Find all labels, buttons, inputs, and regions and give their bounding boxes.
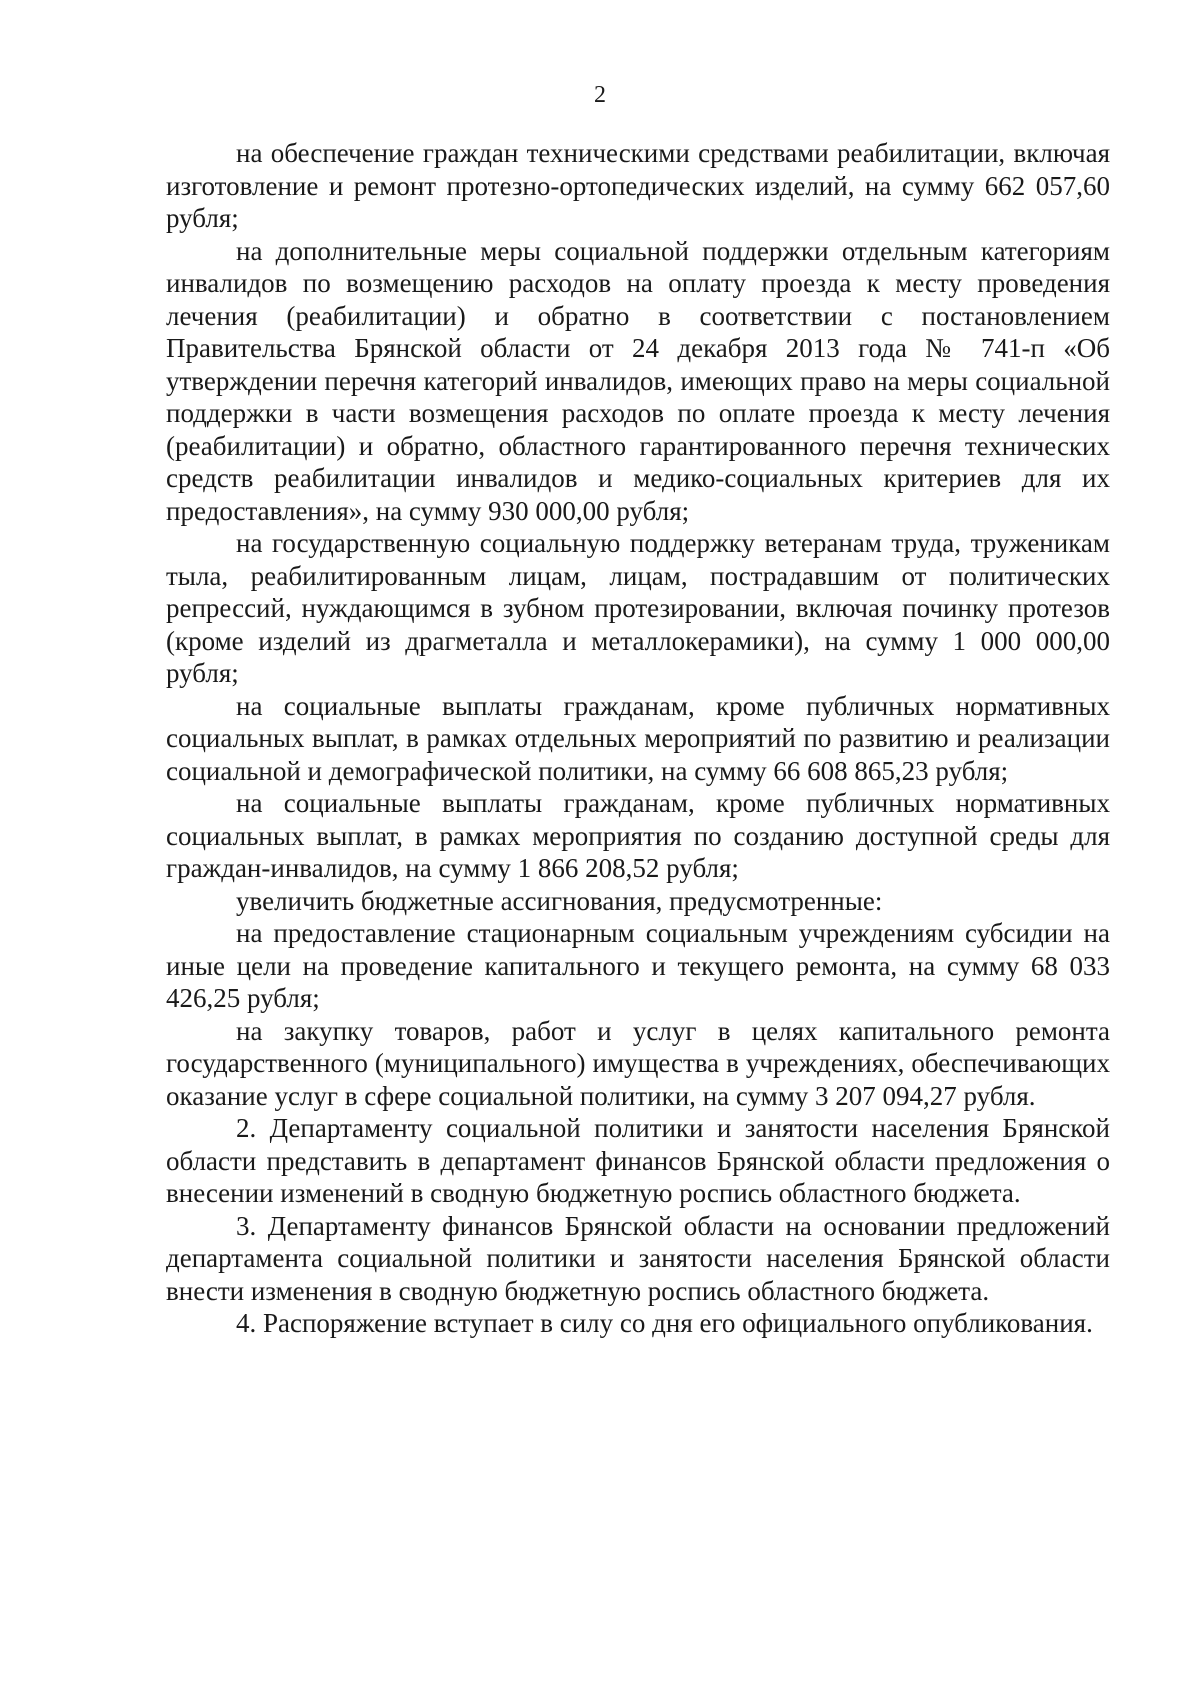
paragraph-item-4: 4. Распоряжение вступает в силу со дня его официального опубликования. <box>236 1308 1093 1338</box>
paragraph-dental-prosthetics: на государственную социальную поддержку ветеранам труда, труженикам тыла, реабилитированным лицам, лицам, пострадавшим от политических репрессий, нуждающимся в зубном протезировании, включая починку протезов (кроме изделий из драгметалла и металлокерамики), на сумму 1 000 000,00 рубля; <box>166 528 1110 688</box>
paragraph-social-payments-demographic: на социальные выплаты гражданам, кроме публичных нормативных социальных выплат, в рамках отдельных мероприятий по развитию и реализации социальной и демографической политики, на сумму 66 608 865,23 рубля; <box>166 690 1110 786</box>
paragraph-item-2: 2. Департаменту социальной политики и занятости населения Брянской области представить в департамент финансов Брянской области предложения о внесении изменений в сводную бюджетную роспись областного бюджета. <box>166 1113 1110 1208</box>
page-number: 2 <box>594 82 606 108</box>
paragraph-social-payments-accessible-environment: на социальные выплаты гражданам, кроме публичных нормативных социальных выплат, в рамках мероприятия по созданию доступной среды для граждан-инвалидов, на сумму 1 866 208,52 рубля; <box>166 788 1110 883</box>
paragraph-technical-aids: на обеспечение граждан техническими средствами реабилитации, включая изготовление и ремонт протезно-ортопедических изделий, на сумму 662 057,60 рубля; <box>166 138 1110 233</box>
paragraph-travel-compensation: на дополнительные меры социальной поддержки отдельным категориям инвалидов по возмещению расходов на оплату проезда к месту проведения лечения (реабилитации) и обратно в соответствии с постановлением Правительства Брянской области от 24 декабря 2013 года № 741-п «Об утверждении перечня категорий инвалидов, имеющих право на меры социальной поддержки в части возмещения расходов по оплате проезда к месту лечения (реабилитации) и обратно, областного гарантированного перечня технических средств реабилитации инвалидов и медико-социальных критериев для их предоставления», на сумму 930 000,00 рубля; <box>166 235 1110 526</box>
paragraph-item-3: 3. Департаменту финансов Брянской области на основании предложений департамента социальной политики и занятости населения Брянской области внести изменения в сводную бюджетную роспись областного бюджета. <box>166 1210 1110 1306</box>
document-body <box>166 137 1110 1340</box>
paragraph-procurement-repair: на закупку товаров, работ и услуг в целях капитального ремонта государственного (муниципального) имущества в учреждениях, обеспечивающих оказание услуг в сфере социальной политики, на сумму 3 207 094,27 рубля. <box>166 1015 1110 1111</box>
paragraph-increase-allocations: увеличить бюджетные ассигнования, предусмотренные: <box>236 885 883 916</box>
paragraph-subsidy-repair: на предоставление стационарным социальным учреждениям субсидии на иные цели на проведение капитального и текущего ремонта, на сумму 68 033 426,25 рубля; <box>166 918 1110 1013</box>
